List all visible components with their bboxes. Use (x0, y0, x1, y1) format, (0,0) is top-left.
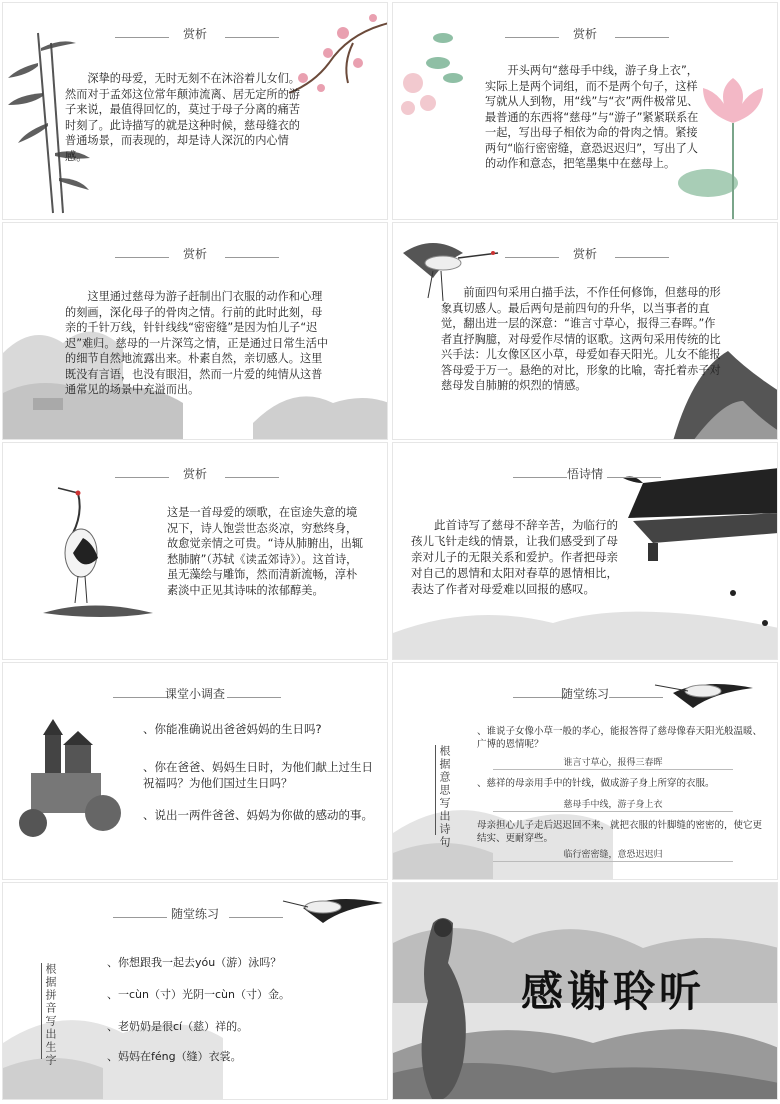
practice-a1: 谁言寸草心，报得三春晖 (563, 758, 663, 768)
slide-6[interactable] (392, 442, 778, 660)
side-bracket-line (435, 745, 436, 835)
slide-5-text: 这是一首母爱的颂歌，在宦途失意的境况下，诗人饱尝世态炎凉，穷愁终身，故愈觉亲情之可贵。“诗从肺腑出，出辄愁肺腑”（苏轼《读孟郊诗》）。这首诗，虽无藻绘与雕饰，然而清新流畅，淳朴素淡中正见其诗味的浓郁醇美。 (167, 506, 363, 597)
slide-3[interactable] (2, 222, 388, 440)
slide-8[interactable] (392, 662, 778, 880)
slide-2-text: 开头两句“慈母手中线，游子身上衣”，实际上是两个词组，而不是两个句子，这样写就从人到物，用“线”与“衣”两件极常见、最普通的东西将“慈母”与“游子”紧紧联系在一起，写出母子相依为命的骨肉之情。紧接两句“临行密密缝，意恐迟迟归”，写出了人的动作和意态，把笔墨集中在慈母上。 (485, 64, 699, 170)
side-label: 根据拼音写出生字 (44, 963, 57, 1067)
pinyin-item-1: 、你想跟我一起去yóu（游）泳吗？ (107, 956, 282, 969)
pinyin-item-3: 、老奶奶是很cí（慈）祥的。 (107, 1020, 249, 1033)
answer-rule (493, 811, 733, 812)
slide-1[interactable] (2, 2, 388, 220)
title-rule-right (225, 257, 279, 258)
slide-9[interactable] (2, 882, 388, 1100)
title-rule-right (607, 477, 661, 478)
practice-q2: 、慈祥的母亲用手中的针线，做成游子身上所穿的衣服。 (477, 778, 715, 789)
slide-4-title: 赏析 (572, 247, 597, 261)
slide-4-text: 前面四句采用白描手法，不作任何修饰，但慈母的形象真切感人。最后两句是前四句的升华，以当事者的直觉，翻出进一层的深意：“谁言寸草心，报得三春晖。”作者直抒胸臆，对母爱作尽情的讴歌。这两句采用传统的比兴手法：儿女像区区小草，母爱如春天阳光。儿女不能报答母爱于万一。悬绝的对比，形象的比喻，寄托着赤子对慈母发自肺腑的炽烈的情感。 (441, 286, 721, 392)
answer-rule (493, 861, 733, 862)
slide-5-title: 赏析 (182, 467, 207, 481)
title-rule-right (225, 477, 279, 478)
slide-1-text: 深挚的母爱，无时无刻不在沐浴着儿女们。然而对于孟郊这位常年颠沛流离、居无定所的游子来说，最值得回忆的，莫过于母子分离的痛苦时刻了。此诗描写的就是这种时候，慈母缝衣的普通场景，而表现的，却是诗人深沉的内心情感。 (65, 72, 300, 163)
slide-3-title: 赏析 (182, 247, 207, 261)
slide-5[interactable] (2, 442, 388, 660)
practice-a2: 慈母手中线，游子身上衣 (563, 800, 663, 810)
survey-question-2: 、你在爸爸、妈妈生日时，为他们献上过生日祝福吗？为他们国过生日吗？ (143, 760, 373, 790)
thanks-heading: 感谢聆听 (521, 967, 706, 1016)
practice-q3: 母亲担心儿子走后迟迟回不来，就把衣服的针脚缝的密密的，使它更结实、更耐穿些。 (477, 820, 763, 844)
side-bracket-line (41, 963, 42, 1059)
slide-8-title: 随堂练习 (560, 687, 609, 701)
side-label: 根据意思写出诗句 (438, 745, 451, 849)
slide-6-title: 悟诗情 (566, 467, 603, 481)
title-rule-right (615, 37, 669, 38)
title-rule-right (225, 37, 279, 38)
answer-rule (493, 769, 733, 770)
practice-q1: 、谁说子女像小草一般的孝心，能报答得了慈母像春天阳光般温暖、广博的恩情呢？ (477, 726, 763, 750)
slide-1-title: 赏析 (182, 27, 207, 41)
slide-7[interactable] (2, 662, 388, 880)
slide-10[interactable] (392, 882, 778, 1100)
slide-2-title: 赏析 (572, 27, 597, 41)
title-rule-right (227, 697, 281, 698)
survey-question-1: 、你能准确说出爸爸妈妈的生日吗? (143, 722, 322, 736)
slide-6-text: 此首诗写了慈母不辞辛苦，为临行的孩儿飞针走线的情景，让我们感受到了母亲对儿子的无限关系和爱护。作者把母亲对自己的恩情和太阳对春草的恩情相比，表达了作者对母爱难以回报的感叹。 (411, 518, 618, 596)
title-rule-right (609, 697, 663, 698)
slide-2[interactable] (392, 2, 778, 220)
title-rule-right (229, 917, 283, 918)
slide-7-title: 课堂小调查 (164, 687, 225, 701)
slide-4[interactable] (392, 222, 778, 440)
title-rule-right (615, 257, 669, 258)
pinyin-item-4: 、妈妈在féng（缝）衣裳。 (107, 1050, 242, 1063)
pinyin-item-2: 、一cùn（寸）光阴一cùn（寸）金。 (107, 988, 290, 1001)
slide-9-title: 随堂练习 (170, 907, 219, 921)
survey-question-3: 、说出一两件爸爸、妈妈为你做的感动的事。 (143, 808, 373, 822)
practice-a3: 临行密密缝，意恐迟迟归 (563, 850, 663, 860)
slide-3-text: 这里通过慈母为游子赶制出门衣服的动作和心理的刻画，深化母子的骨肉之情。行前的此时此刻，母亲的千针万线，针针线线“密密缝”是因为怕儿子“迟迟”难归。慈母的一片深笃之情，正是通过日常生活中的细节自然地流露出来。朴素自然，亲切感人。这里既没有言语，也没有眼泪，然而一片爱的纯情从这普通常见的场景中充溢而出。 (65, 290, 329, 396)
